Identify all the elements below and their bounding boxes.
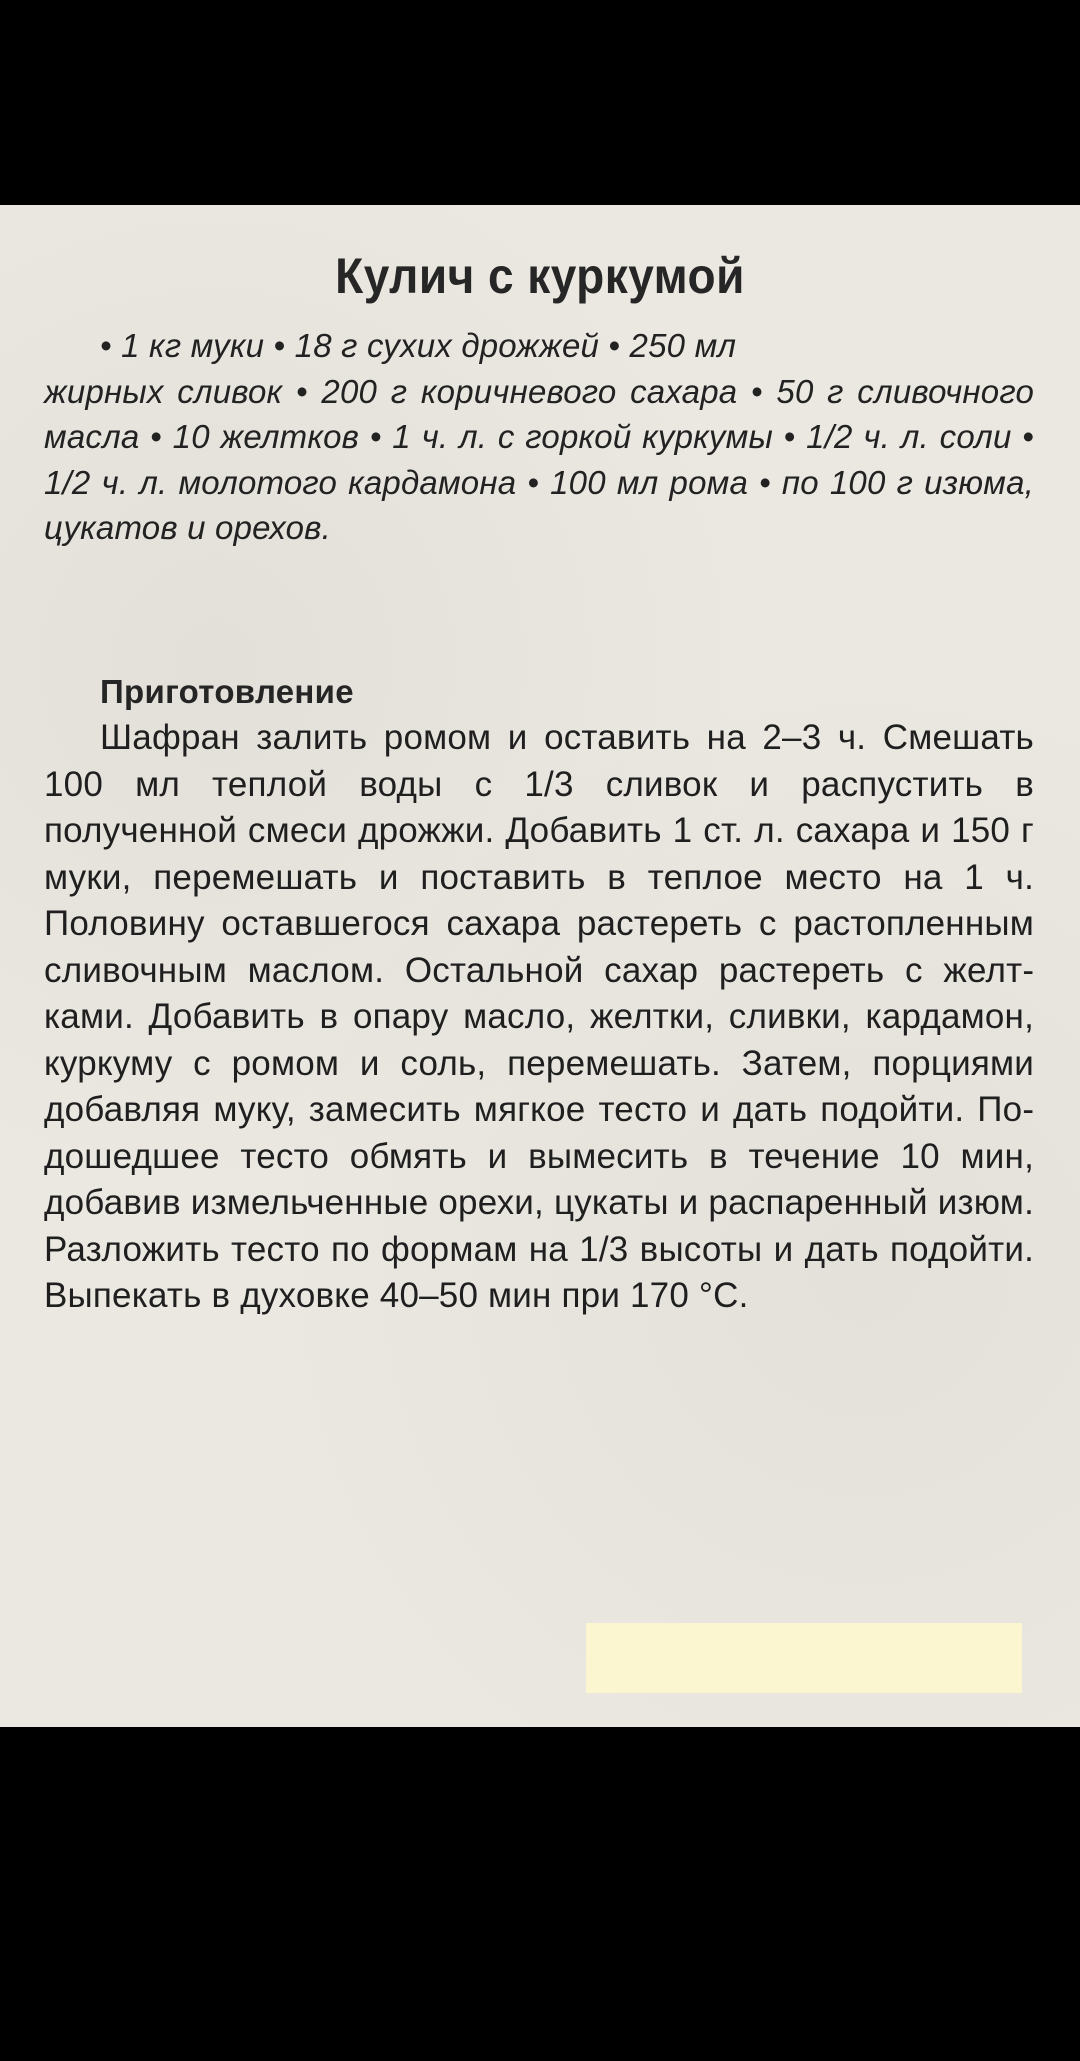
highlight-patch [586, 1623, 1022, 1693]
ingredients-remaining-text: жирных сливок • 200 г коричневого сахара • 50 г сливочного масла • 10 желтков • 1 ч. л. с горкой куркумы • 1/2 ч. л. соли • 1/2 ч. л. молотого кардамона • 100 мл рома • по 100 г изюма, цукатов и орехов. [44, 372, 1034, 546]
preparation-heading: Приготовление [100, 673, 354, 710]
ingredients-first-line: • 1 кг муки • 18 г сухих дрожжей • 250 мл [100, 327, 737, 364]
ingredients-list [44, 323, 1034, 551]
recipe-title: Кулич с куркумой [335, 248, 745, 304]
newspaper-clipping [0, 205, 1080, 1727]
preparation-text: Шафран залить ромом и оставить на 2–3 ч. Смешать 100 мл теплой воды с 1/3 сливок и распустить в полученной смеси дрожжи. Добавить 1 ст. л. сахара и 150 г муки, перемешать и поставить в теплое место на 1 ч. Половину оставшегося сахара растереть с растопленным сливочным маслом. Остальной сахар растереть с желтками. Добавить в опару масло, желтки, сливки, кардамон, куркуму с ромом и соль, перемешать. Затем, порциями добавляя муку, замесить мягкое тесто и дать подойти. Подошедшее тесто обмять и вымесить в течение 10 мин, добавив измельченные орехи, цукаты и распаренный изюм. Разложить тесто по формам на 1/3 высоты и дать подойти. Выпекать в духовке 40–50 мин при 170 °С. [44, 718, 1034, 1315]
